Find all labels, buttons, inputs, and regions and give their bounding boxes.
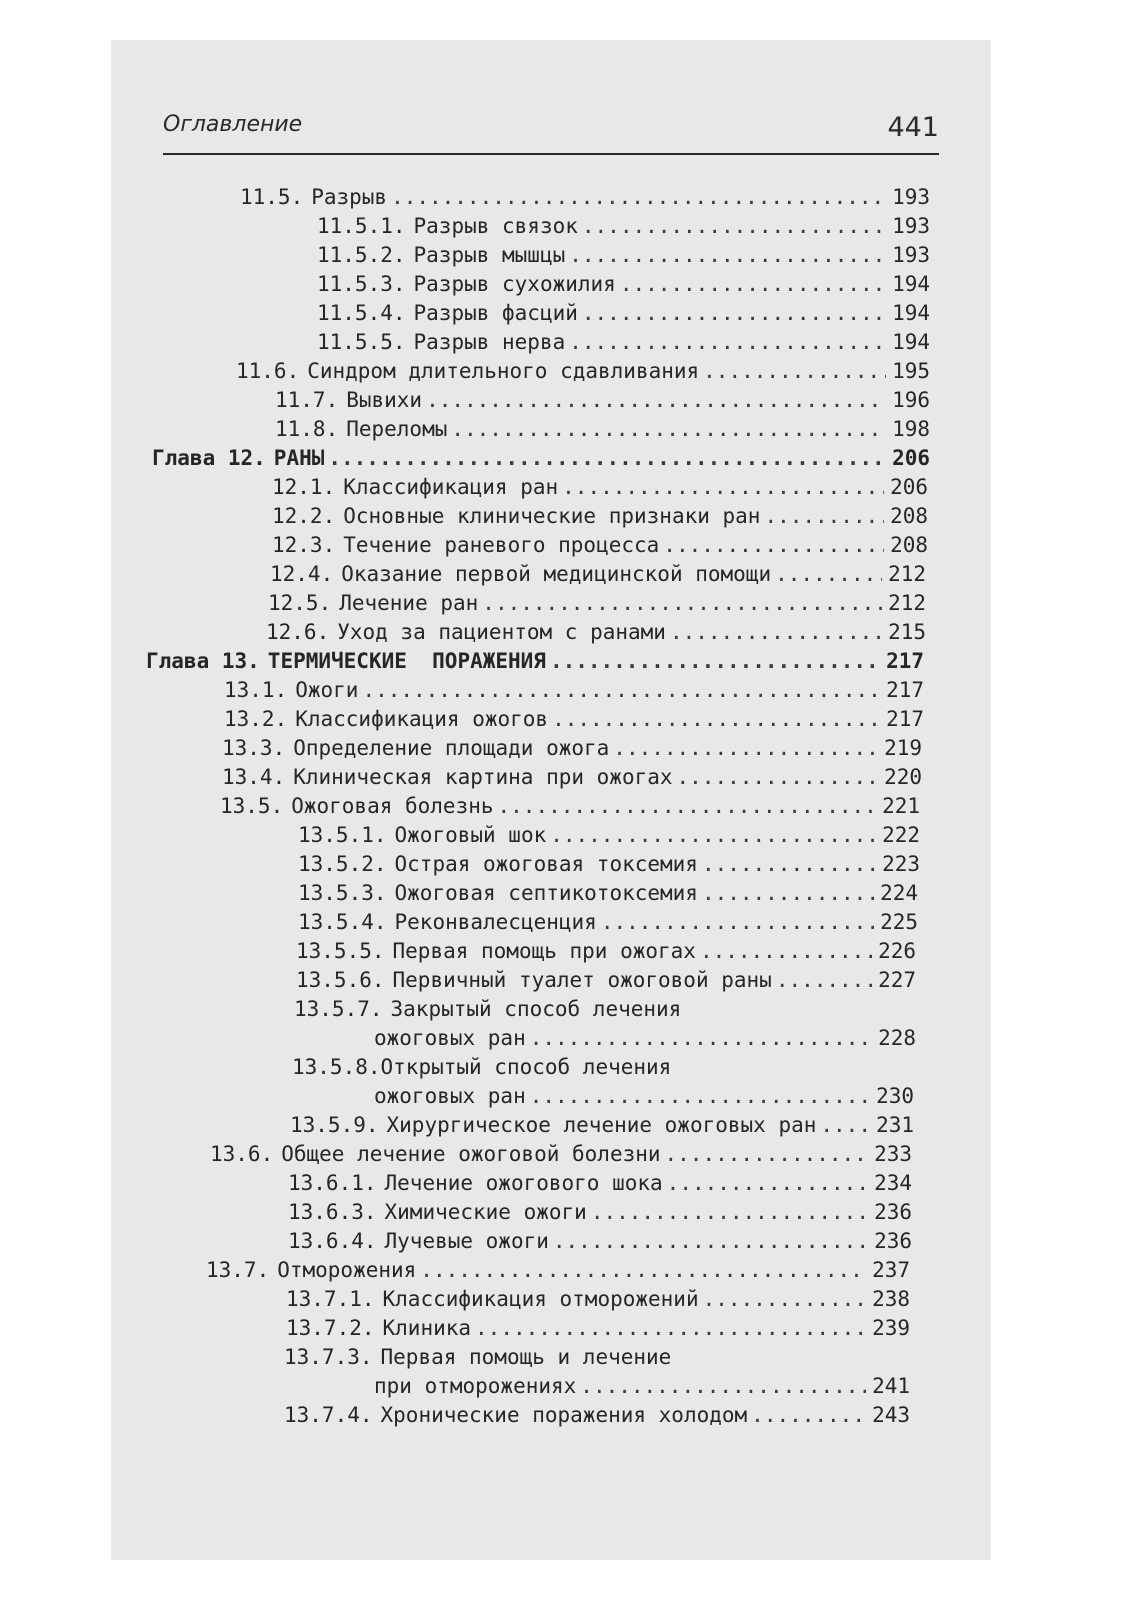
toc-entry-number: 11.7. [275, 388, 339, 412]
toc-entry-title: Синдром длительного сдавливания [307, 359, 700, 383]
toc-entry-number: 13.5. [220, 794, 284, 818]
toc-entry [268, 589, 926, 617]
toc-entry-page: 193 [892, 185, 930, 209]
toc-entry-page: 226 [878, 939, 916, 963]
toc-entry-number: 11.5. [240, 185, 304, 209]
toc-entry-number: 13.6. [210, 1142, 274, 1166]
toc-entry [275, 415, 930, 443]
toc-entry-page: 228 [878, 1026, 916, 1050]
toc-entry-title: Острая ожоговая токсемия [394, 852, 698, 876]
toc-entry-number: 12.3. [272, 533, 336, 557]
toc-entry-title: Классификация ожогов [295, 707, 549, 731]
toc-entry-number: 13.6.4. [288, 1229, 377, 1253]
toc-entry-page: 219 [884, 736, 922, 760]
toc-entry-page: 208 [890, 533, 928, 557]
toc-entry-page: 227 [878, 968, 916, 992]
toc-entry [240, 183, 930, 211]
toc-entry-page: 236 [874, 1229, 912, 1253]
toc-entry [296, 937, 916, 965]
running-title: Оглавление [163, 112, 303, 137]
dot-leader [530, 1082, 870, 1110]
toc-entry [298, 850, 920, 878]
toc-entry-title: Классификация ран [343, 475, 559, 499]
toc-entry-page: 221 [882, 794, 920, 818]
toc-entry-title: Основные клинические признаки ран [343, 504, 761, 528]
toc-entry-page: 194 [892, 301, 930, 325]
toc-entry-title: Хронические поражения холодом [380, 1403, 748, 1427]
toc-entry-page: 193 [892, 243, 930, 267]
toc-entry-title: Лучевые ожоги [384, 1229, 549, 1253]
toc-entry [266, 618, 926, 646]
toc-entry [317, 212, 930, 240]
toc-entry-page: 236 [874, 1200, 912, 1224]
toc-entry-title: Определение площади ожога [293, 736, 610, 760]
toc-entry-page: 217 [886, 678, 924, 702]
dot-leader [703, 357, 886, 385]
toc-entry [317, 299, 930, 327]
toc-entry-number: 13.5.8. [292, 1055, 381, 1079]
toc-entry-number: 13.5.2. [298, 852, 387, 876]
toc-entry-title: Классификация отморожений [382, 1287, 699, 1311]
toc-entry-number: 13.3. [222, 736, 286, 760]
toc-entry [224, 705, 924, 733]
toc-entry-number: 13.7.3. [284, 1345, 373, 1369]
toc-entry-title: Ожоговая септикотоксемия [394, 881, 698, 905]
page-header [163, 105, 939, 155]
toc-entry-page: 198 [892, 417, 930, 441]
toc-entry-number: 13.6.3. [288, 1200, 377, 1224]
toc-entry-number: 11.5.1. [317, 214, 406, 238]
toc-entry-page: 206 [892, 446, 930, 470]
toc-entry-page: 231 [876, 1113, 914, 1137]
dot-leader [530, 1024, 872, 1052]
toc-chapter-entry [152, 444, 930, 472]
toc-entry-title: Ожоги [295, 678, 359, 702]
toc-entry-continuation [374, 1372, 910, 1400]
toc-entry-title: Ожоговый шок [394, 823, 547, 847]
toc-entry-title: Клиника [382, 1316, 472, 1340]
toc-entry-number: 13.7.1. [286, 1287, 375, 1311]
toc-entry [272, 502, 928, 530]
toc-entry [286, 1314, 910, 1342]
toc-entry-page: 217 [886, 707, 924, 731]
dot-leader [665, 1140, 869, 1168]
toc-entry-title: Открытый способ лечения [380, 1055, 672, 1079]
toc-entry-page: 206 [890, 475, 928, 499]
dot-leader [498, 792, 877, 820]
toc-entry-number: 11.8. [275, 417, 339, 441]
toc-entry [220, 792, 920, 820]
toc-entry-number: 13.5.5. [296, 939, 385, 963]
dot-leader [677, 763, 879, 791]
toc-entry-page: 243 [872, 1403, 910, 1427]
toc-entry [270, 560, 926, 588]
toc-entry-number: 13.7. [206, 1258, 270, 1282]
dot-leader [362, 676, 880, 704]
toc-entry-page: 212 [888, 562, 926, 586]
toc-entry-number: 13.5.9. [290, 1113, 379, 1137]
dot-leader [553, 1227, 868, 1255]
dot-leader [620, 270, 886, 298]
toc-entry [298, 908, 918, 936]
dot-leader [702, 850, 876, 878]
toc-entry-page: 194 [892, 330, 930, 354]
toc-entry-first-line [292, 1053, 671, 1081]
toc-entry-page: 239 [872, 1316, 910, 1340]
toc-entry [317, 270, 930, 298]
toc-entry [288, 1227, 912, 1255]
dot-leader [426, 386, 886, 414]
toc-entry-title: Разрыв сухожилия [413, 272, 616, 296]
toc-entry-title: Разрыв фасций [413, 301, 578, 325]
toc-entry-title: Отморожения [277, 1258, 417, 1282]
toc-entry [272, 473, 928, 501]
toc-entry-page: 224 [880, 881, 918, 905]
toc-entry-number: Глава 12. [152, 446, 266, 470]
toc-entry-title: Течение раневого процесса [343, 533, 660, 557]
dot-leader [751, 1401, 866, 1429]
dot-leader [702, 879, 874, 907]
toc-entry [286, 1285, 910, 1313]
toc-entry [288, 1198, 912, 1226]
dot-leader [550, 647, 880, 675]
toc-entry-number: 13.1. [224, 678, 288, 702]
toc-entry-page: 196 [892, 388, 930, 412]
toc-entry-continuation [374, 1082, 914, 1110]
dot-leader [663, 531, 884, 559]
dot-leader [703, 1285, 866, 1313]
toc-entry-first-line [284, 1343, 671, 1371]
toc-entry-number: 12.1. [272, 475, 336, 499]
toc-entry-page: 194 [892, 272, 930, 296]
toc-entry [284, 1401, 910, 1429]
toc-entry-page: 241 [872, 1374, 910, 1398]
dot-leader [569, 241, 886, 269]
toc-entry-page: 233 [874, 1142, 912, 1166]
dot-leader [670, 618, 882, 646]
toc-entry-title: Реконвалесценция [394, 910, 597, 934]
toc-entry-title: Вывихи [346, 388, 423, 412]
toc-entry-title: Разрыв нерва [413, 330, 566, 354]
toc-entry [298, 821, 920, 849]
page-number: 441 [887, 112, 939, 143]
toc-entry-title: Общее лечение ожоговой болезни [281, 1142, 661, 1166]
dot-leader [580, 1372, 866, 1400]
toc-entry-number: 13.5.6. [296, 968, 385, 992]
dot-leader [420, 1256, 866, 1284]
toc-entry-title: Ожоговая болезнь [291, 794, 494, 818]
dot-leader [569, 328, 886, 356]
toc-entry-title: Закрытый способ лечения [390, 997, 682, 1021]
toc-entry-title: РАНЫ [273, 446, 325, 470]
toc-entry-title-continuation: ожоговых ран [374, 1026, 526, 1050]
dot-leader [582, 212, 886, 240]
toc-entry [317, 241, 930, 269]
toc-entry-page: 212 [888, 591, 926, 615]
toc-entry-number: 11.5.3. [317, 272, 406, 296]
toc-entry-number: 11.5.2. [317, 243, 406, 267]
toc-entry-page: 225 [880, 910, 918, 934]
toc-entry-page: 238 [872, 1287, 910, 1311]
toc-entry-title: Переломы [346, 417, 448, 441]
toc-entry-number: 13.7.2. [286, 1316, 375, 1340]
toc-entry-number: 12.2. [272, 504, 336, 528]
toc-entry-number: 12.4. [270, 562, 334, 586]
toc-entry-page: 237 [872, 1258, 910, 1282]
toc-entry-title: Химические ожоги [384, 1200, 587, 1224]
toc-entry-number: 13.5.7. [294, 997, 383, 1021]
toc-entry-title: Первая помощь при ожогах [392, 939, 696, 963]
dot-leader [820, 1111, 870, 1139]
toc-entry-title: Разрыв связок [413, 214, 578, 238]
toc-entry [224, 676, 924, 704]
toc-entry [288, 1169, 912, 1197]
dot-leader [552, 705, 880, 733]
toc-entry-title: Разрыв [311, 185, 388, 209]
toc-entry [275, 386, 930, 414]
toc-entry-title: Лечение ожогового шока [384, 1171, 663, 1195]
dot-leader [550, 821, 876, 849]
toc-entry-page: 195 [892, 359, 930, 383]
toc-entry [206, 1256, 910, 1284]
toc-entry [222, 734, 922, 762]
toc-entry-title-continuation: при отморожениях [374, 1374, 577, 1398]
toc-entry-page: 223 [882, 852, 920, 876]
toc-entry [236, 357, 930, 385]
toc-entry-number: 11.5.4. [317, 301, 406, 325]
toc-entry [272, 531, 928, 559]
toc-entry-title: Лечение ран [339, 591, 479, 615]
toc-entry-page: 222 [882, 823, 920, 847]
toc-entry-title: ТЕРМИЧЕСКИЕ ПОРАЖЕНИЯ [267, 649, 546, 673]
toc-entry [290, 1111, 914, 1139]
dot-leader [601, 908, 874, 936]
dot-leader [328, 444, 886, 472]
toc-entry-number: 13.5.4. [298, 910, 387, 934]
dot-leader [776, 966, 872, 994]
dot-leader [700, 937, 872, 965]
toc-entry-page: 217 [886, 649, 924, 673]
toc-entry [317, 328, 930, 356]
dot-leader [391, 183, 886, 211]
dot-leader [591, 1198, 868, 1226]
toc-entry-title: Уход за пациентом с ранами [337, 620, 666, 644]
toc-entry-title: Оказание первой медицинской помощи [341, 562, 772, 586]
toc-entry-number: 12.5. [268, 591, 332, 615]
toc-entry-title: Клиническая картина при ожогах [293, 765, 673, 789]
toc-entry-page: 234 [874, 1171, 912, 1195]
toc-entry-continuation [374, 1024, 916, 1052]
toc-entry-page: 230 [876, 1084, 914, 1108]
toc-entry [296, 966, 916, 994]
toc-entry-page: 208 [890, 504, 928, 528]
toc-entry-title: Разрыв мышцы [413, 243, 566, 267]
toc-entry-page: 220 [884, 765, 922, 789]
toc-entry-number: 13.7.4. [284, 1403, 373, 1427]
toc-entry-number: 13.5.3. [298, 881, 387, 905]
dot-leader [562, 473, 884, 501]
toc-entry-title: Первая помощь и лечение [380, 1345, 672, 1369]
toc-entry-first-line [294, 995, 681, 1023]
toc-entry-number: 13.5.1. [298, 823, 387, 847]
dot-leader [613, 734, 878, 762]
toc-entry-number: 11.5.5. [317, 330, 406, 354]
toc-entry [210, 1140, 912, 1168]
dot-leader [775, 560, 882, 588]
toc-entry [222, 763, 922, 791]
toc-entry-number: 13.6.1. [288, 1171, 377, 1195]
toc-entry-number: Глава 13. [146, 649, 260, 673]
dot-leader [451, 415, 886, 443]
toc-entry-number: 12.6. [266, 620, 330, 644]
dot-leader [475, 1314, 866, 1342]
toc-entry-title-continuation: ожоговых ран [374, 1084, 526, 1108]
dot-leader [667, 1169, 868, 1197]
toc-entry-page: 215 [888, 620, 926, 644]
toc-entry-number: 11.6. [236, 359, 300, 383]
dot-leader [582, 299, 886, 327]
dot-leader [482, 589, 882, 617]
toc-entry-number: 13.4. [222, 765, 286, 789]
toc-entry [298, 879, 918, 907]
toc-entry-number: 13.2. [224, 707, 288, 731]
toc-entry-title: Первичный туалет ожоговой раны [392, 968, 772, 992]
toc-entry-title: Хирургическое лечение ожоговых ран [386, 1113, 817, 1137]
dot-leader [764, 502, 884, 530]
toc-chapter-entry [146, 647, 924, 675]
toc-entry-page: 193 [892, 214, 930, 238]
